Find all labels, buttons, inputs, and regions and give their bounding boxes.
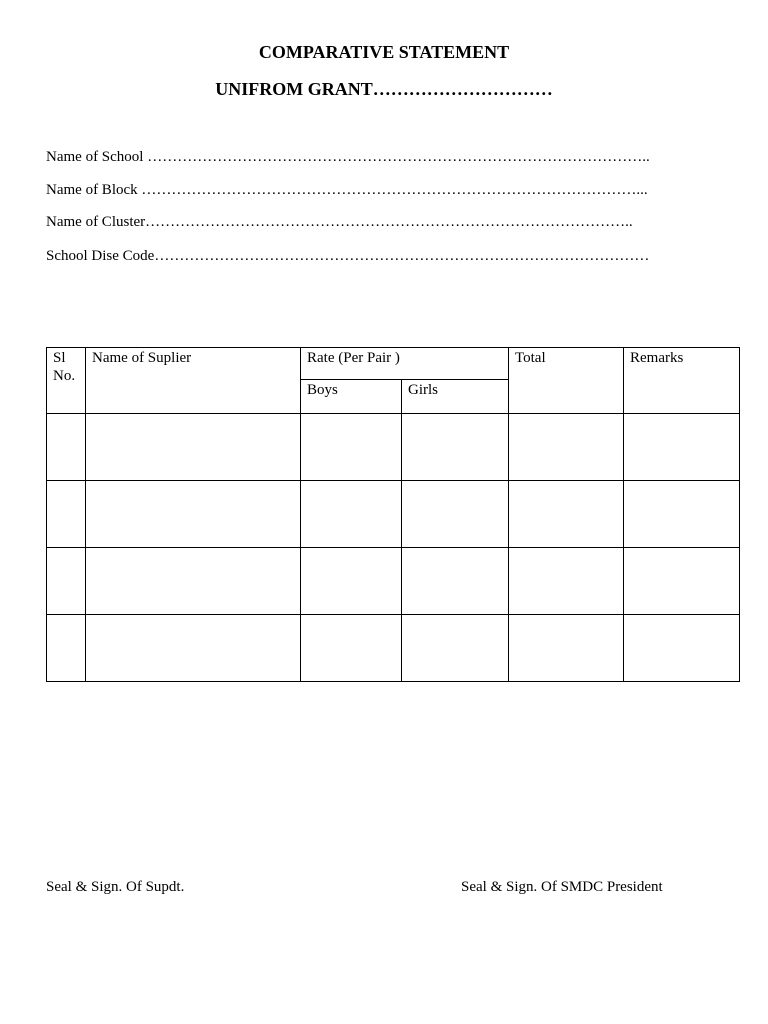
comparative-table (46, 347, 740, 682)
table-cell (86, 481, 301, 548)
header-girls: Girls (402, 380, 509, 414)
school-dise-code-field: School Dise Code……………………………………………………………………………………… (46, 248, 650, 264)
table-cell (624, 615, 740, 682)
table-cell (509, 548, 624, 615)
table-row (47, 481, 740, 548)
block-name-field: Name of Block ………………………………………………………………………………………... (46, 182, 648, 198)
table-row (47, 615, 740, 682)
table-cell (509, 615, 624, 682)
table-cell (47, 548, 86, 615)
table-row (47, 414, 740, 481)
table-cell (402, 548, 509, 615)
table-cell (402, 481, 509, 548)
header-boys: Boys (301, 380, 402, 414)
table-cell (624, 414, 740, 481)
table-cell (624, 481, 740, 548)
table-cell (402, 414, 509, 481)
header-supplier: Name of Suplier (86, 348, 301, 414)
header-rate: Rate (Per Pair ) (301, 348, 509, 380)
table-cell (301, 414, 402, 481)
document-subtitle: UNIFROM GRANT………………………… (215, 79, 553, 99)
table-cell (301, 548, 402, 615)
table-cell (402, 615, 509, 682)
table-cell (301, 481, 402, 548)
table-cell (86, 548, 301, 615)
table-cell (301, 615, 402, 682)
header-total: Total (509, 348, 624, 414)
header-sl-no: Sl No. (47, 348, 86, 414)
table-header-row (47, 348, 740, 380)
supdt-signature-label: Seal & Sign. Of Supdt. (46, 879, 185, 895)
document-title: COMPARATIVE STATEMENT (258, 42, 510, 62)
table-row (47, 548, 740, 615)
header-remarks: Remarks (624, 348, 740, 414)
table-cell (509, 414, 624, 481)
table-cell (86, 414, 301, 481)
school-name-field: Name of School ……………………………………………………………………………………….. (46, 149, 650, 165)
table-cell (47, 481, 86, 548)
table-cell (47, 414, 86, 481)
table-cell (624, 548, 740, 615)
table-cell (509, 481, 624, 548)
table-cell (86, 615, 301, 682)
smdc-president-signature-label: Seal & Sign. Of SMDC President (461, 879, 663, 895)
table-cell (47, 615, 86, 682)
cluster-name-field: Name of Cluster…………………………………………………………………………………….. (46, 214, 633, 230)
